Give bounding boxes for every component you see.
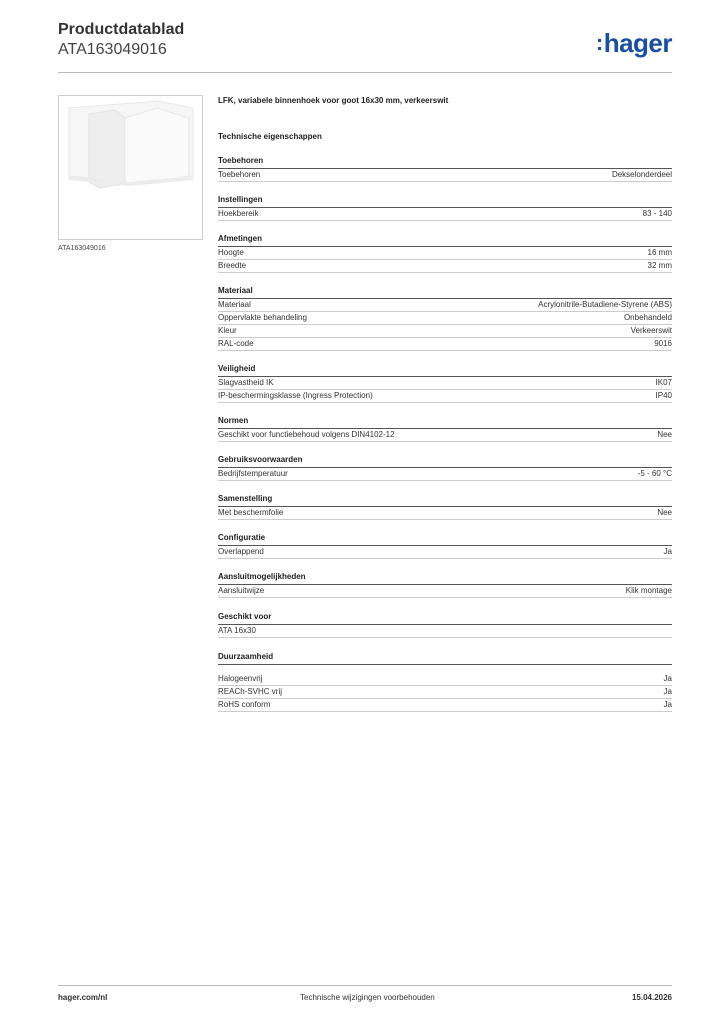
property-row — [218, 390, 672, 403]
document-header — [58, 20, 184, 60]
section-title: Veiligheid — [218, 364, 672, 377]
property-row — [218, 208, 672, 221]
logo-text: hager — [603, 28, 672, 58]
property-row — [218, 325, 672, 338]
footer-date: 15.04.2026 — [631, 993, 672, 1002]
product-code: ATA163049016 — [58, 41, 167, 58]
section-title: Samenstelling — [218, 494, 672, 507]
property-section — [218, 533, 672, 559]
property-label: Overlappend — [218, 547, 264, 556]
property-row — [218, 686, 672, 699]
property-label: Slagvastheid IK — [218, 378, 274, 387]
footer-disclaimer: Technische wijzigingen voorbehouden — [300, 993, 435, 1002]
property-label: Geschikt voor functiebehoud volgens DIN4102-12 — [218, 430, 395, 439]
property-value: IP40 — [655, 391, 672, 400]
property-value: 32 mm — [647, 261, 672, 270]
property-section — [218, 364, 672, 403]
technical-properties-heading: Technische eigenschappen — [218, 132, 322, 141]
section-title: Toebehoren — [218, 156, 672, 169]
property-section — [218, 195, 672, 221]
product-description: LFK, variabele binnenhoek voor goot 16x30 mm, verkeerswit — [218, 96, 449, 105]
section-title: Gebruiksvoorwaarden — [218, 455, 672, 468]
property-section — [218, 455, 672, 481]
product-properties — [218, 96, 672, 725]
property-value: Ja — [663, 700, 672, 709]
property-value: Ja — [663, 547, 672, 556]
property-row — [218, 585, 672, 598]
property-section — [218, 416, 672, 442]
property-section — [218, 572, 672, 598]
property-label: Kleur — [218, 326, 237, 335]
property-row — [218, 625, 672, 638]
property-value: -5 - 60 °C — [637, 469, 672, 478]
corner-piece-illustration — [59, 96, 202, 239]
section-title: Materiaal — [218, 286, 672, 299]
property-section — [218, 156, 672, 182]
section-title: Configuratie — [218, 533, 672, 546]
property-label: Met beschermfolie — [218, 508, 284, 517]
property-label: REACh-SVHC vrij — [218, 687, 283, 696]
property-value: Ja — [663, 674, 672, 683]
section-title: Normen — [218, 416, 672, 429]
property-value: Onbehandeld — [623, 313, 672, 322]
hager-logo: :hager — [595, 28, 672, 58]
property-row — [218, 507, 672, 520]
property-row — [218, 699, 672, 712]
sustainability-section — [218, 652, 672, 712]
section-title: Duurzaamheid — [218, 652, 672, 665]
property-label: Toebehoren — [218, 170, 261, 179]
property-row — [218, 338, 672, 351]
property-section — [218, 494, 672, 520]
section-title: Aansluitmogelijkheden — [218, 572, 672, 585]
section-title: Instellingen — [218, 195, 672, 208]
property-label: IP-beschermingsklasse (Ingress Protection) — [218, 391, 373, 400]
property-label: Oppervlakte behandeling — [218, 313, 307, 322]
product-image — [58, 95, 203, 240]
property-label: Breedte — [218, 261, 247, 270]
property-value: Klik montage — [625, 586, 672, 595]
property-row — [218, 377, 672, 390]
property-section — [218, 234, 672, 273]
property-value: Acrylonitrile-Butadiene-Styrene (ABS) — [538, 300, 672, 309]
property-label: Materiaal — [218, 300, 251, 309]
footer-divider — [58, 985, 672, 986]
property-label: ATA 16x30 — [218, 626, 256, 635]
property-row — [218, 673, 672, 686]
property-label: Bedrijfstemperatuur — [218, 469, 288, 478]
property-value: Ja — [663, 687, 672, 696]
property-value: Nee — [657, 430, 672, 439]
property-row — [218, 260, 672, 273]
section-title: Afmetingen — [218, 234, 672, 247]
footer-website-link[interactable]: hager.com/nl — [58, 993, 108, 1002]
header-divider — [58, 72, 672, 73]
section-title: Geschikt voor — [218, 612, 672, 625]
property-row — [218, 299, 672, 312]
property-row — [218, 429, 672, 442]
property-label: Halogeenvrij — [218, 674, 263, 683]
property-sections — [218, 156, 672, 598]
property-value: 16 mm — [647, 248, 672, 257]
image-caption: ATA163049016 — [58, 245, 106, 252]
property-value: Nee — [657, 508, 672, 517]
property-row — [218, 468, 672, 481]
property-label: Hoogte — [218, 248, 244, 257]
property-value: Verkeerswit — [630, 326, 672, 335]
page-title: Productdatablad — [58, 21, 185, 38]
property-label: RoHS conform — [218, 700, 271, 709]
property-row — [218, 546, 672, 559]
property-value: 83 - 140 — [642, 209, 672, 218]
property-label: RAL-code — [218, 339, 254, 348]
property-row — [218, 312, 672, 325]
property-section — [218, 286, 672, 351]
suitable-for-section — [218, 612, 672, 638]
property-value: Dekselonderdeel — [611, 170, 672, 179]
property-value: IK07 — [655, 378, 672, 387]
property-row — [218, 169, 672, 182]
property-label: Aansluitwijze — [218, 586, 265, 595]
property-label: Hoekbereik — [218, 209, 259, 218]
property-value: 9016 — [654, 339, 672, 348]
property-row — [218, 247, 672, 260]
